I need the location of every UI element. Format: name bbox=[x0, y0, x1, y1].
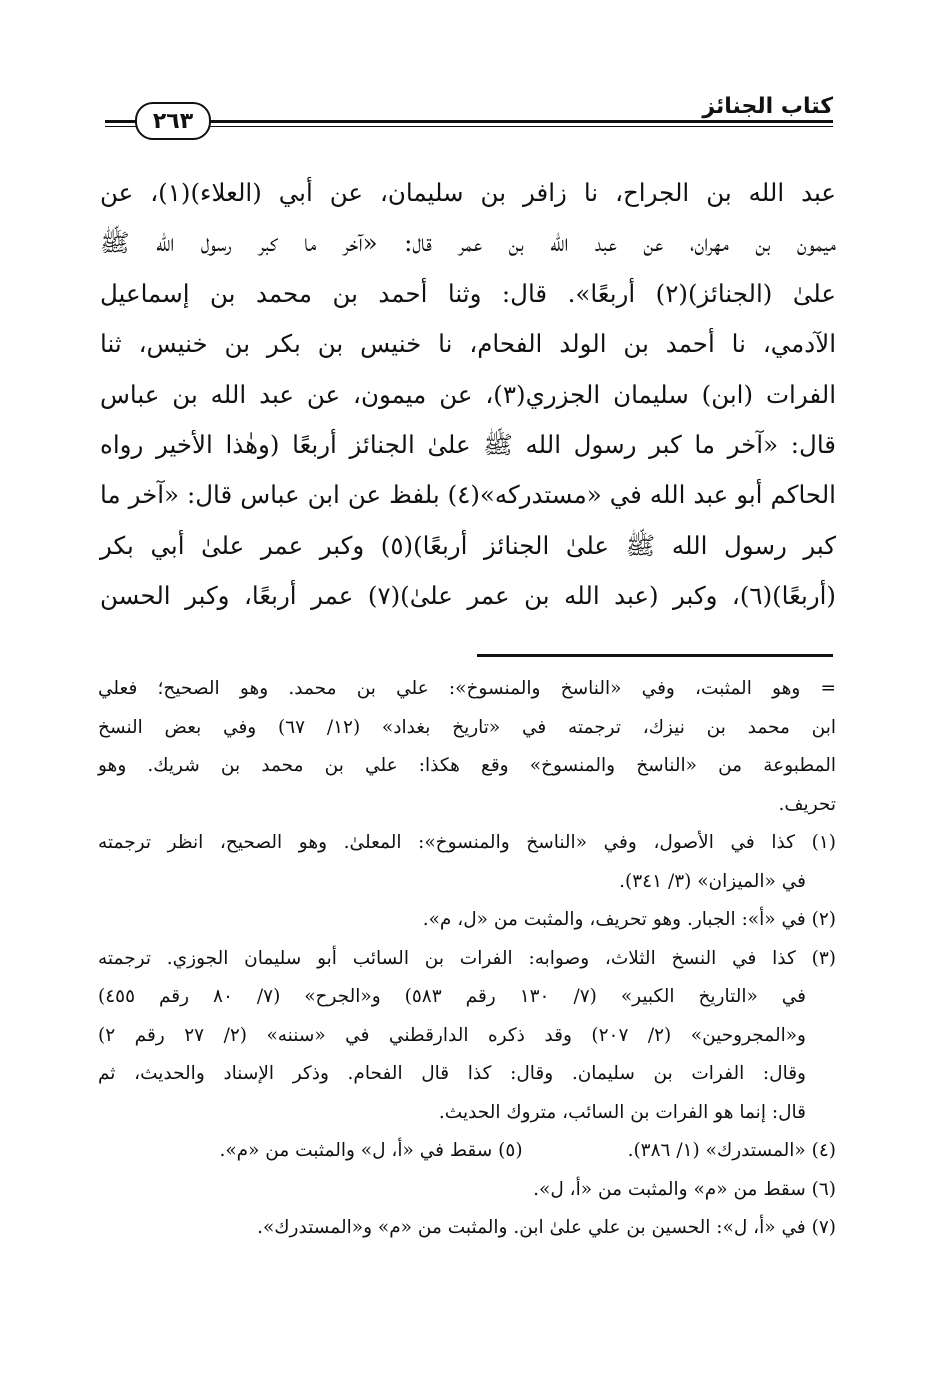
main-line: الآدمي، نا أحمد بن الولد الفحام، نا خنيس بن بكر بن خنيس، ثنا bbox=[100, 329, 836, 359]
footnote-2 bbox=[98, 901, 836, 940]
main-line: عبد الله بن الجراح، نا زافر بن سليمان، عن أبي (العلاء)(١)، عن bbox=[100, 178, 836, 207]
footnote-line: في «الميزان» (٣/ ٣٤١). bbox=[619, 870, 806, 892]
main-line: الفرات (ابن) سليمان الجزري(٣)، عن ميمون، عن عبد الله بن عباس bbox=[100, 379, 837, 409]
footnote-3 bbox=[98, 940, 836, 1133]
footnote-line: (٢) في «أ»: الجبار. وهو تحريف، والمثبت من «ل، م». bbox=[422, 909, 836, 930]
footnote-4-5 bbox=[98, 1132, 836, 1171]
footnote-line: ابن محمد بن نيزك، ترجمته في «تاريخ بغداد» (١٢/ ٦٧) وفي بعض النسخ bbox=[98, 716, 836, 738]
main-line: كبر رسول الله ﷺ علىٰ الجنائز أربعًا)(٥) وكبر عمر علىٰ أبي بكر bbox=[100, 530, 836, 560]
footnote-line: المطبوعة من «الناسخ والمنسوخ» وقع هكذا: علي بن محمد بن شريك. وهو bbox=[98, 755, 836, 776]
footnote-continuation bbox=[98, 670, 836, 824]
footnote-5: (٥) سقط في «أ، ل» والمثبت من «م». bbox=[219, 1140, 523, 1161]
footnote-line: في «التاريخ الكبير» (٧/ ١٣٠ رقم ٥٨٣) و«الجرح» (٧/ ٨٠ رقم ٤٥٥) bbox=[98, 986, 807, 1007]
footnote-line: و«المجروحين» (٢/ ٢٠٧) وقد ذكره الدارقطني في «سننه» (٢/ ٢٧ رقم ٢) bbox=[98, 1024, 806, 1046]
footnote-line: (٧) في «أ، ل»: الحسين بن علي علىٰ ابن. والمثبت من «م» و«المستدرك». bbox=[257, 1217, 836, 1238]
footnote-line: تحريف. bbox=[778, 793, 836, 815]
footnote-line: قال: إنما هو الفرات بن السائب، متروك الحديث. bbox=[438, 1101, 806, 1123]
footnote-line: وقال: الفرات بن سليمان. وقال: كذا قال الفحام. وذكر الإسناد والحديث، ثم bbox=[98, 1063, 806, 1084]
header-rule-thin bbox=[105, 126, 833, 127]
footnote-line: = وهو المثبت، وفي «الناسخ والمنسوخ»: علي بن محمد. وهو الصحيح؛ فعلي bbox=[98, 678, 836, 699]
footnote-1 bbox=[98, 824, 836, 901]
footnotes bbox=[98, 670, 836, 1248]
main-line: الحاكم أبو عبد الله في «مستدركه»(٤) بلفظ عن ابن عباس قال: «آخر ما bbox=[100, 480, 836, 510]
main-line: (أربعًا)(٦)، وكبر (عبد الله بن عمر علىٰ)(٧) عمر أربعًا، وكبر الحسن bbox=[100, 581, 836, 611]
main-line: قال: «آخر ما كبر رسول الله ﷺ علىٰ الجنائز أربعًا (وهٰذا الأخير رواه bbox=[100, 430, 836, 460]
page-header bbox=[105, 92, 833, 144]
footnote-separator bbox=[477, 654, 833, 657]
footnote-6 bbox=[98, 1171, 836, 1210]
main-line: ميمون بن مهران، عن عبد الله بن عمر قال: «آخر ما كبر رسول الله ﷺ bbox=[100, 228, 836, 258]
footnote-line: (١) كذا في الأصول، وفي «الناسخ والمنسوخ»: المعلىٰ. وهو الصحيح، انظر ترجمته bbox=[98, 832, 836, 853]
footnote-line: (٦) سقط من «م» والمثبت من «أ، ل». bbox=[533, 1178, 836, 1200]
main-text bbox=[100, 168, 836, 622]
footnote-4: (٤) «المستدرك» (١/ ٣٨٦). bbox=[627, 1140, 836, 1161]
chapter-title: كتاب الجنائز bbox=[702, 94, 833, 119]
header-rule-thick bbox=[105, 120, 833, 123]
main-line: علىٰ (الجنائز)(٢) أربعًا». قال: وثنا أحمد بن محمد بن إسماعيل bbox=[100, 278, 836, 308]
page-number: ٢٦٣ bbox=[135, 102, 211, 140]
footnote-line: (٣) كذا في النسخ الثلاث، وصوابه: الفرات بن السائب أبو سليمان الجوزي. ترجمته bbox=[98, 947, 836, 969]
footnote-7 bbox=[98, 1209, 836, 1248]
